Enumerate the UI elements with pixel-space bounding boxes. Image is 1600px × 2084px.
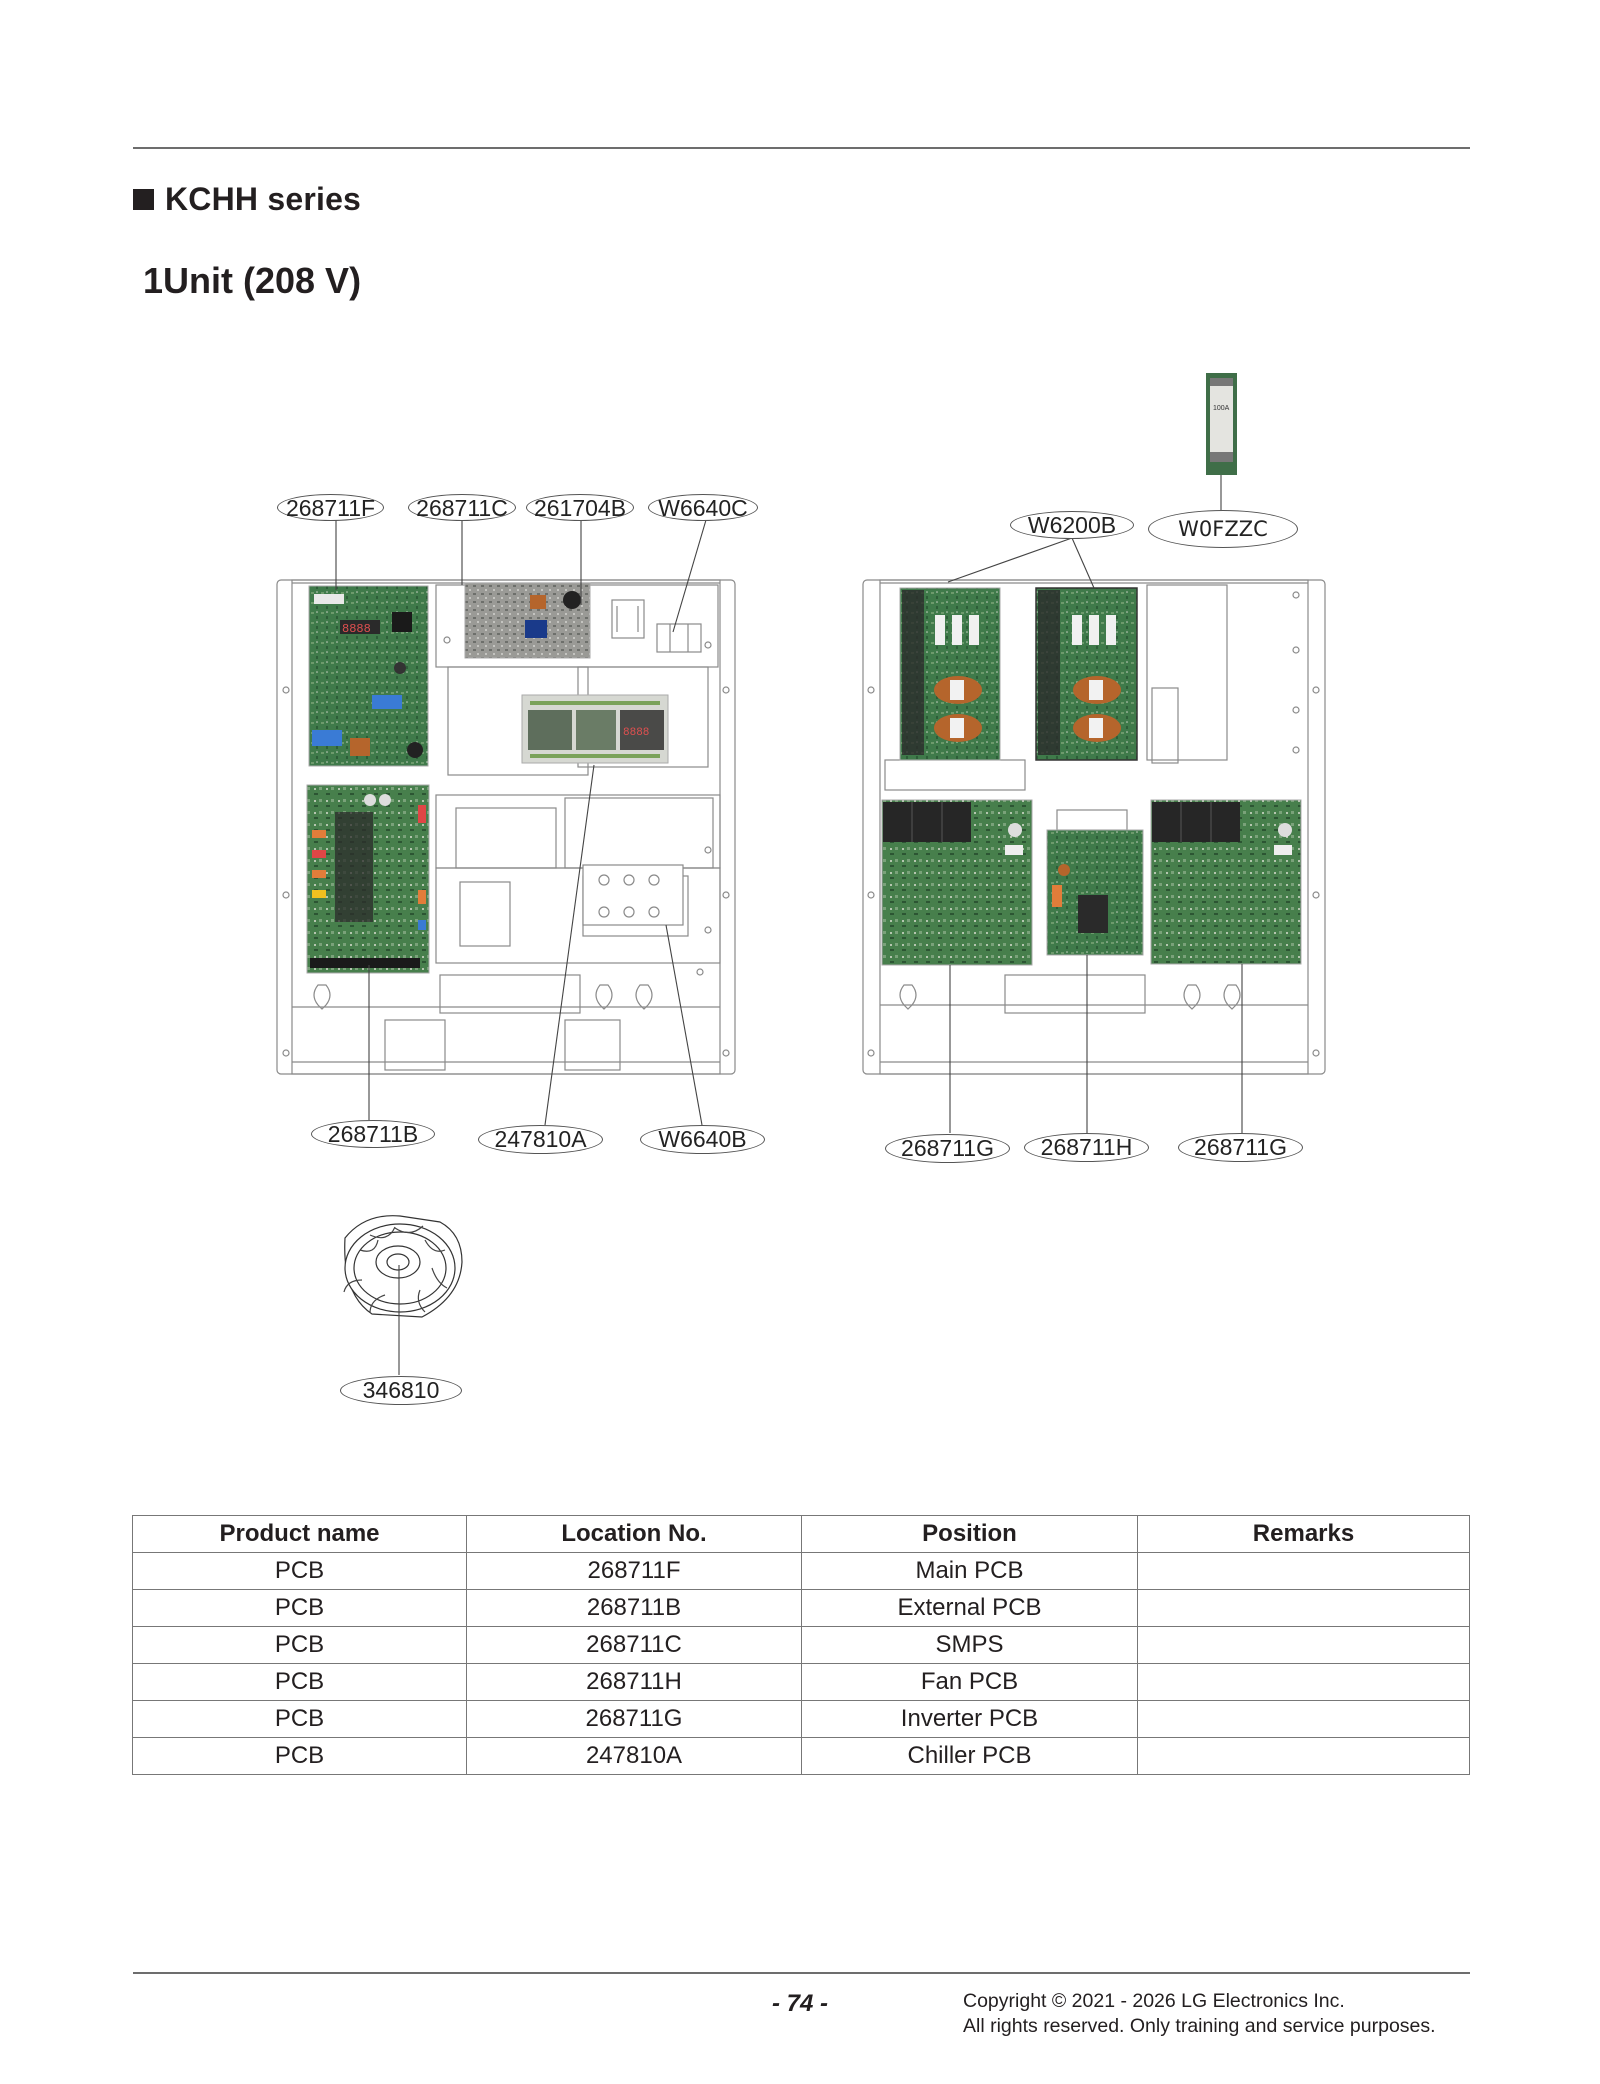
- copyright-line-1: Copyright © 2021 - 2026 LG Electronics Inc.: [963, 1990, 1345, 2012]
- copyright: [963, 1989, 1436, 2039]
- callout-fan-pcb: 268711H: [1024, 1133, 1149, 1162]
- cell-product-name: PCB: [133, 1738, 467, 1775]
- inverter-pcb-left: [882, 800, 1032, 965]
- svg-text:100A: 100A: [1213, 405, 1230, 412]
- section-title-text: KCHH series: [165, 181, 362, 217]
- cell-position: Fan PCB: [802, 1664, 1138, 1701]
- svg-text:8888: 8888: [623, 727, 650, 739]
- cell-remarks: [1138, 1553, 1470, 1590]
- footer-rule: [133, 1972, 1470, 1974]
- table-row: [133, 1701, 1470, 1738]
- cell-remarks: [1138, 1701, 1470, 1738]
- noise-filter-board-left: [900, 588, 1000, 760]
- cell-product-name: PCB: [133, 1590, 467, 1627]
- cell-position: Main PCB: [802, 1553, 1138, 1590]
- cell-remarks: [1138, 1738, 1470, 1775]
- copyright-line-2: All rights reserved. Only training and service purposes.: [963, 2015, 1436, 2037]
- subtitle: 1Unit (208 V): [143, 260, 362, 301]
- callout-transformer: 261704B: [526, 494, 634, 521]
- cell-location-no: 268711B: [467, 1590, 802, 1627]
- external-pcb-image: [307, 785, 429, 973]
- header-product-name: Product name: [133, 1516, 467, 1553]
- table-header-row: [133, 1516, 1470, 1553]
- cell-location-no: 268711C: [467, 1627, 802, 1664]
- callout-smps: 268711C: [408, 494, 516, 521]
- cell-location-no: 268711H: [467, 1664, 802, 1701]
- callout-inverter-pcb-right: 268711G: [1178, 1133, 1303, 1162]
- smps-image: [465, 583, 590, 658]
- cell-position: External PCB: [802, 1590, 1138, 1627]
- callout-terminal-top: W6640C: [648, 494, 758, 521]
- chiller-pcb-image: [522, 695, 668, 763]
- table-row: [133, 1590, 1470, 1627]
- fan-pcb-image: [1047, 830, 1143, 955]
- svg-text:8888: 8888: [342, 622, 371, 636]
- inverter-pcb-right: [1151, 800, 1301, 964]
- fan-motor-drawing: [344, 1216, 462, 1317]
- header-remarks: Remarks: [1138, 1516, 1470, 1553]
- callout-noise-filter: W6200B: [1010, 511, 1134, 539]
- callout-fuse: W0FZZC: [1148, 510, 1298, 548]
- cell-position: Chiller PCB: [802, 1738, 1138, 1775]
- cell-position: Inverter PCB: [802, 1701, 1138, 1738]
- cell-product-name: PCB: [133, 1664, 467, 1701]
- cell-location-no: 268711F: [467, 1553, 802, 1590]
- callout-external-pcb: 268711B: [311, 1120, 435, 1148]
- callout-inverter-pcb-left: 268711G: [885, 1134, 1010, 1163]
- callout-terminal-bottom: W6640B: [640, 1125, 765, 1154]
- table-row: [133, 1738, 1470, 1775]
- page-number: - 74 -: [772, 1990, 829, 2017]
- header-position: Position: [802, 1516, 1138, 1553]
- cell-remarks: [1138, 1627, 1470, 1664]
- callout-chiller-pcb: 247810A: [478, 1125, 603, 1154]
- table-row: [133, 1627, 1470, 1664]
- cell-remarks: [1138, 1590, 1470, 1627]
- fuse-image: [1206, 373, 1237, 475]
- table-row: [133, 1664, 1470, 1701]
- cell-product-name: PCB: [133, 1553, 467, 1590]
- callout-fan-motor: 346810: [340, 1376, 462, 1405]
- parts-table: [132, 1515, 1470, 1775]
- table-row: [133, 1553, 1470, 1590]
- terminal-block-drawing: [657, 624, 701, 652]
- cell-location-no: 268711G: [467, 1701, 802, 1738]
- cell-remarks: [1138, 1664, 1470, 1701]
- cell-product-name: PCB: [133, 1627, 467, 1664]
- cell-location-no: 247810A: [467, 1738, 802, 1775]
- noise-filter-board-right: [1036, 588, 1137, 760]
- header-location-no: Location No.: [467, 1516, 802, 1553]
- callout-main-pcb: 268711F: [277, 494, 384, 521]
- cell-product-name: PCB: [133, 1701, 467, 1738]
- transformer-drawing: [612, 600, 644, 638]
- cell-position: SMPS: [802, 1627, 1138, 1664]
- main-pcb-image: [309, 586, 428, 766]
